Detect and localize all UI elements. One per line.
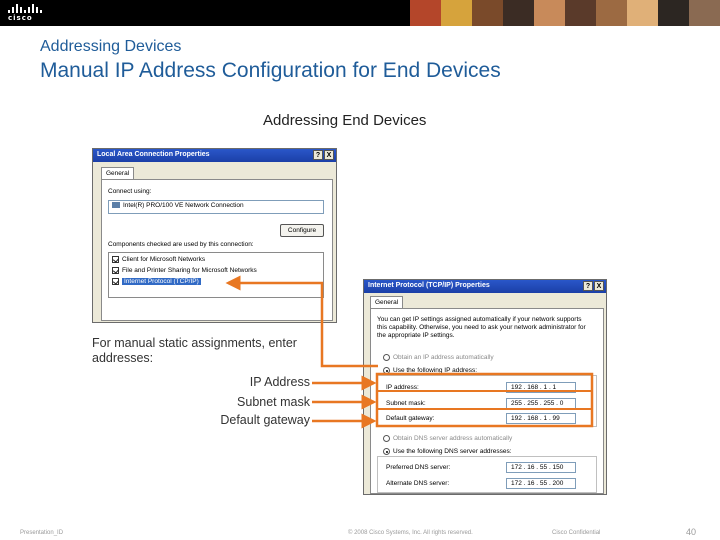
default-gateway-label: Default gateway: — [386, 415, 435, 422]
manual-assignment-note: For manual static assignments, enter addresses: — [92, 336, 297, 365]
help-button[interactable]: ? — [583, 281, 593, 291]
list-item[interactable]: File and Printer Sharing for Microsoft Networks — [112, 267, 257, 274]
adapter-name: Intel(R) PRO/100 VE Network Connection — [123, 202, 244, 209]
header-photo-strip — [410, 0, 720, 26]
close-button[interactable]: X — [594, 281, 604, 291]
subnet-mask-callout: Subnet mask — [237, 395, 310, 409]
checkbox-checked[interactable] — [112, 267, 119, 274]
tab-general[interactable]: General — [370, 296, 403, 308]
subnet-mask-label: Subnet mask: — [386, 400, 426, 407]
radio-auto-dns[interactable]: Obtain DNS server address automatically — [383, 435, 512, 442]
cisco-bridge-icon — [8, 4, 44, 13]
components-list — [108, 252, 324, 298]
tcpip-properties-dialog — [363, 279, 607, 495]
preferred-dns-input[interactable]: 172 . 16 . 55 . 150 — [506, 462, 576, 473]
footer-presentation-id: Presentation_ID — [20, 530, 64, 536]
header-band — [0, 0, 720, 26]
slide-subtitle: Addressing Devices — [40, 38, 182, 55]
ip-address-input[interactable]: 192 . 168 . 1 . 1 — [506, 382, 576, 393]
checkbox-checked[interactable] — [112, 256, 119, 263]
configure-button[interactable]: Configure — [280, 224, 324, 237]
network-card-icon — [112, 202, 120, 208]
figure-caption: Addressing End Devices — [263, 112, 427, 129]
close-button[interactable]: X — [324, 150, 334, 160]
footer-confidential: Cisco Confidential — [552, 530, 601, 536]
subnet-mask-input[interactable]: 255 . 255 . 255 . 0 — [506, 398, 576, 409]
intro-text: You can get IP settings assigned automatically if your network supports this capability. Otherwise, you need to ask your network administrator for the appropriate IP settings. — [377, 316, 586, 339]
radio-auto-ip[interactable]: Obtain an IP address automatically — [383, 354, 494, 361]
tcpip-general-panel — [370, 308, 604, 494]
lan-general-panel — [101, 179, 333, 321]
list-item[interactable]: Client for Microsoft Networks — [112, 256, 205, 263]
radio-icon[interactable] — [383, 354, 390, 361]
ip-group — [377, 375, 597, 427]
lan-properties-dialog — [92, 148, 337, 323]
ip-address-label: IP address: — [386, 384, 419, 391]
tab-general[interactable]: General — [101, 167, 134, 179]
checkbox-checked[interactable] — [112, 278, 119, 285]
slide-title: Manual IP Address Configuration for End Devices — [40, 59, 501, 82]
connect-using-label: Connect using: — [108, 188, 152, 195]
cisco-wordmark: cisco — [8, 14, 33, 22]
help-button[interactable]: ? — [313, 150, 323, 160]
lan-dialog-title: Local Area Connection Properties — [97, 151, 210, 158]
radio-manual-ip[interactable]: Use the following IP address: — [383, 367, 477, 374]
cisco-logo — [8, 4, 44, 22]
radio-manual-dns[interactable]: Use the following DNS server addresses: — [383, 448, 512, 455]
adapter-field — [108, 200, 324, 214]
alternate-dns-input[interactable]: 172 . 16 . 55 . 200 — [506, 478, 576, 489]
radio-icon[interactable] — [383, 435, 390, 442]
lan-dialog-titlebar — [93, 149, 336, 162]
ip-address-callout: IP Address — [249, 375, 310, 389]
list-item-selected[interactable]: Internet Protocol (TCP/IP) — [112, 278, 201, 285]
default-gateway-callout: Default gateway — [220, 413, 310, 427]
preferred-dns-label: Preferred DNS server: — [386, 464, 451, 471]
default-gateway-input[interactable]: 192 . 168 . 1 . 99 — [506, 413, 576, 424]
page-number: 40 — [686, 527, 697, 537]
alternate-dns-label: Alternate DNS server: — [386, 480, 450, 487]
tcpip-dialog-title: Internet Protocol (TCP/IP) Properties — [368, 282, 490, 289]
radio-selected-icon[interactable] — [383, 367, 390, 374]
tcpip-dialog-titlebar — [364, 280, 606, 293]
dns-group — [377, 456, 597, 493]
radio-selected-icon[interactable] — [383, 448, 390, 455]
components-label: Components checked are used by this connection: — [108, 241, 254, 248]
footer-copyright: © 2008 Cisco Systems, Inc. All rights reserved. — [348, 530, 473, 536]
